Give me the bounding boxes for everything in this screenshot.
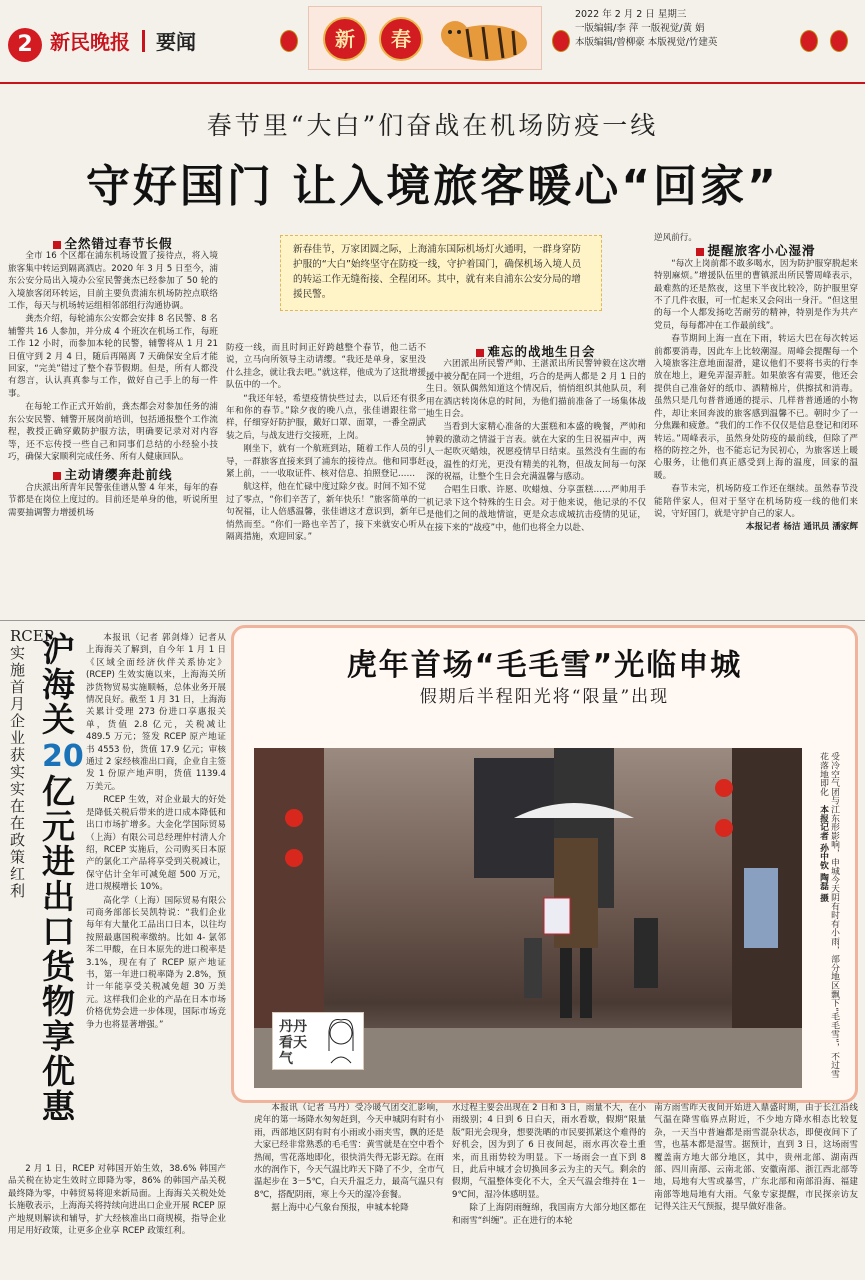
story-headline: 守好国门 让入境旅客暖心“回家” [85,161,780,212]
rcep-body-top [86,632,226,1032]
photo-credit: 本报记者 孙中钦 陶磊 摄 [818,804,828,903]
lantern-icon [830,30,848,52]
bullet-icon [696,248,704,256]
subhead-4: 提醒旅客小心湿滑 [707,243,816,259]
paragraph: 六团派出所民警严帅、王湛派出所民警钟毅在这次增援中被分配在同一个进组，巧合的是两人都是 2 月 1 日的生日。领队偶然知道这个情况后，悄悄组织其他队员，利用在酒店转岗休息的时间，为他们描前准备了一场集体战地生日会。 [426,359,646,420]
new-year-banner [308,6,542,70]
snow-column-1 [254,1102,444,1216]
weather-column-tag [272,1012,364,1070]
paragraph: 龚杰介绍，每轮浦东公安都会安排 8 名民警、8 名辅警共 16 人参加，并分成 4 个班次在机场工作，每班工作 12 小时，而参加本轮的民警，辅警将从 1 月 21 日值守到 2 月 4 日，随后再隔离 7 天确保安全后才能回家，“完美”错过了整个春节假期。但是，所有人都没有怨言，认认真真参与工作，做好自己手上的每一件事。 [8,314,218,399]
bullet-icon [53,472,61,480]
paragraph: 本报讯（记者 郭剑烽）记者从上海海关了解到，自今年 1 月 1 日《区域全面经济伙伴关系协定》(RCEP) 生效实施以来，上海海关所涉货物贸易实施顺畅，总体业务开展情况良好。截至 1 月 31 日，上海海关累计受理 273 份进口享惠报关单，货值 2.8 亿元，关税减让 489.5 万元；签发 RCEP 原产地证书 4553 份，货值 17.9 亿元；审核通过 2 家经核准出口商，企业自主签发 1 份原产地声明，货值 1139.4 万美元。 [86,633,226,792]
paragraph: 全市 16 个区都在浦东机场设置了接待点，将入境旅客集中转运到隔离酒店。2020 年 3 月 5 日至今，浦东公安分局出入境办公室民警龚杰已经参加了 50 轮的入境旅客闭环转运，目前主要负责浦东机场防控点联络工作，每天与机场转运组相邻部组行沟通协调。 [8,251,218,312]
paragraph: 除了上海阴雨缠绵，我国南方大部分地区都在和雨雪“纠缠”。正在进行的本轮 [452,1203,646,1226]
paragraph: 据上海中心气象台预报，申城本轮降 [271,1203,409,1214]
bullet-icon [53,241,61,249]
paragraph: 高化学（上海）国际贸易有限公司商务部部长吴凯特说：“我们企业每年有大量化工品出口日本，以往均按照最惠国税率缴纳。比如 4- 氯邻苯二甲酸，在日本原先的进口税率是 3.1%，现在有了 RCEP 原产地证书，第一年进口税率降为 2.8%，预计一年能享受关税减免超 30 万美元。这样我们企业的产品在日本市场价格优势会进一步体现，国际市场竞争力也将显著增强。” [86,895,226,1030]
newspaper-brand: 新民晚报 [50,30,130,54]
banner-char-xin: 新 [323,17,367,61]
rcep-headline-post: 亿元进出口货物享优惠 [42,772,75,1126]
lantern-icon [800,30,818,52]
issue-meta [575,8,717,50]
page-header [0,0,865,82]
editor-line-1: 一版编辑/李 萍 一版视觉/黄 娟 [575,23,705,34]
tiger-illustration-icon [437,13,537,65]
section-divider [0,620,865,621]
paragraph: 刚坐下，就有一个航班到站，随着工作人员的引导，一群旅客直接来到了浦东的接待点。他和同事赶紧上前，一一收取证件、核对信息、拍照登记…… [226,444,426,480]
rcep-headline-pre: 沪海关 [42,630,75,739]
byline: 本报记者 杨洁 通讯员 潘家辉 [745,522,858,533]
rcep-body-bottom [8,1163,226,1238]
photo-caption [805,752,839,1082]
paragraph: 在每轮工作正式开始前，龚杰都会对参加任务的浦东公安民警、辅警开展岗前培训，包括通报整个工作流程，教授正确穿戴防护服方法，明确要记录对对内容等，还不忘传授一些自己和同事们总结的小经验小技巧，确保大家顺利完成任务、所有人健康回队。 [8,402,218,462]
subhead-3: 难忘的战地生日会 [487,344,596,359]
paragraph: 南方雨雪昨天夜间开始进入鼎盛时期，由于长江沿线气温在降雪临界点附近，不少地方降水相态比较复杂，一天当中普遍都是雨雪混杂状态，即便夜间下了雪，也基本都是湿雪。据预计，直到 3 日，这场雨雪覆盖南方地大部分地区，其中，贵州北部、湖南西部、四川南部、云南北部、安徽南部、浙江西北部等地，局地有大雪或暴雪，广东北部和南部沿海、福建南部等地局地有大雨。气象专家提醒，市民探亲访友记得关注天气预报，提早做好准备。 [654,1103,858,1213]
story-lead: 新春佳节，万家团圆之际，上海浦东国际机场灯火通明，一群身穿防护服的“大白”始终坚守在防疫一线，守护着国门，确保机场入境人员的转运工作无缝衔接、全程闭环。其中，就有来自浦东公安分局的增援民警。 [280,235,602,311]
paragraph: “我还年轻，希望疫情快些过去，以后还有很多年和你的春节。”除夕夜的晚八点，张佳谱跟往常一样，仔细穿好防护服，戴好口罩、面罩，一番全副武装之后，与战友进行交接班，上岗。 [226,393,426,441]
lantern-icon [280,30,298,52]
story-kicker: 春节里“大白”们奋战在机场防疫一线 [206,111,659,140]
subhead-1: 全然错过春节长假 [64,236,173,251]
paragraph: 春节未完，机场防疫工作还在继续。虽然春节没能陪伴家人，但对于坚守在机场防疫一线的他们来说，守好国门，就是守护自己的家人。 [654,484,858,519]
paragraph: 防疫一线，而且时间正好跨越整个春节，他二话不说，立马向所领导主动请缨。“我还是单身，家里没什么挂念，就让我去吧。”就这样，他成为了这批增援队伍中的一个。 [226,343,426,391]
page-number: 2 [8,28,42,62]
paragraph: 水过程主要会出现在 2 日和 3 日，雨量不大，在小雨级别；4 日到 6 日白天，雨水看歇，假期“限量版”阳光会现身，想要洗晒的市民要抓紧这个难得的好机会，因为到了 6 日夜间起，雨水再次卷土重来，而且雨势较为明显。下一场雨会一直下到 8 日，此后申城才会切换回多云为主的天气。剩余的假期，气温整体变化不大，全天气温会维持在 1－9℃间，湿冷体感明显。 [452,1103,646,1200]
lantern-icon [552,30,570,52]
issue-date: 2022 年 2 月 2 日 星期三 [575,9,687,20]
story-column-4 [654,232,858,535]
paragraph: 2 月 1 日，RCEP 对韩国开始生效，38.6% 韩国产品关税在协定生效时立即降为零，86% 的韩国产品关税最终降为零，中韩贸易将迎来新局面。上海海关关税处处长施敬表示，上海海关将持续向进出口企业开展 RCEP 原产地规则解读和辅导，扩大经核准出口商规模，指导企业用足用好政策，让更多企业享 RCEP 政策红利。 [8,1164,226,1237]
paragraph: 春节期间上海一直在下雨，转运大巴在每次转运前都要消毒，因此车上比较潮湿。周峰会提醒每一个入境旅客注意地面湿滑，建议他们不要将书卖的行李放在地上，避免弄湿弄脏。如果旅客有需要，他还会提供自己准备好的纸巾、酒精棉片，供擦拭和消毒。虽然只是几句普普通通的提示、几样普普通通的小物件，却让来回奔波的旅客感到温馨不已。朝时少了一分焦躁和疲惫。“我们的工作不仅仅是信息登记和闭环转运。”周峰表示，虽然身处防疫的最前线，但除了严格的防控之外，也不能忘记为民初心，为旅客送上暖心服务，让他们真正感受到上海的温度，回家的温暖。 [654,334,858,481]
paragraph: 当看到大家精心准备的大蛋糕和本盛的晚餐，严帅和钟毅的激动之情溢于言表。就在大家的生日祝福声中，两人一起吹灭蜡烛，祝愿疫情早日结束。虽然没有生面的布设，温性的灯光，更没有精美的礼物，但战友间每一句深深的祝福，让整个生日会充满温馨与感动。 [426,422,646,483]
snow-column-2 [452,1102,646,1228]
paragraph: 本报讯（记者 马丹）受冷暖气团交汇影响，虎年的第一场降水匆匆赶到，今天申城阴有时有小雨，西部地区阴有时有小雨或小雨夹雪，飘的还是大家已经非常熟悉的毛毛雪：黄雪就是在空中看个热闹，雪花落地即化，很快消失得无影无踪。在雨水的润作下，今天气温比昨天下降了不少，全市气温起步在 3－5℃，白天升温乏力，最高气温只有 8℃，搭配阴雨，寒上今天的湿冷套餐。 [254,1103,444,1200]
caption-text: 受冷空气团与江东形影响，申城今天阴有时有小雨，部分地区飘下“毛毛雪”，不过雪花落地即化 [818,752,839,1078]
snow-subtitle: 假期后半程阳光将“限量”出现 [419,687,670,707]
section-name: 要闻 [156,30,196,54]
rcep-headline [42,632,82,1124]
story-column-2 [226,342,426,545]
story-column-3 [426,346,646,535]
header-rule [0,82,865,84]
section-divider [142,30,145,52]
rcep-kicker: RCEP实施首月 企业获实实在在政策红利 [10,627,54,900]
paragraph: 合唱生日歌、许愿、吹蜡烛、分享蛋糕……严帅用手机记录下这个特殊的生日会。对于他来说，他记录的不仅是他们之间的战地情谊，更是众志成城抗击疫情的见证，在接下来的“战疫”中，他们也将全力以赴、 [426,485,646,533]
subhead-2: 主动请缨奔赴前线 [64,467,173,483]
snow-headline: 虎年首场“毛毛雪”光临申城 [346,648,743,683]
rcep-headline-number: 20 [42,739,84,774]
banner-char-chun: 春 [379,17,423,61]
weather-tag-label: 丹丹看天气 [279,1019,307,1067]
editor-line-2: 本版编辑/曾柳豪 本版视觉/竹建英 [575,37,718,48]
snow-column-3 [654,1102,858,1215]
paragraph: 合庆派出所青年民警张佳谱从警 4 年来，每年的春节都是在岗位上度过的。目前还是单身的他，听说所里需要抽调警力增援机场 [8,482,218,518]
paragraph: 逆风前行。 [654,233,697,243]
story-column-1 [8,238,218,520]
bullet-icon [476,349,484,357]
paragraph: 航这样，他在忙碌中度过除夕夜。时间不知不觉过了零点，“你们辛苦了，新年快乐！”旅客简单的一句祝福，让人倍感温馨，张佳谱这才意识到，新年已悄然而至。“你们一路也辛苦了，接下来就安心听从隔离措施，欢迎回家。” [226,482,426,543]
reporter-portrait-icon [323,1017,359,1065]
paragraph: “每次上岗前都不敢多喝水，因为防护服穿脱起来特别麻烦。”增援队伍里的曹镇派出所民警周峰表示，最难熬的还是熬夜，这里下半夜比较冷，防护服里穿不了几件衣服，可一忙起来又会闷出一身汗。“但这里的每一个人都发扬吃苦耐劳的精神，特别是作为共产党员，每每都冲在工作最前线”。 [654,258,858,331]
paragraph: RCEP 生效，对企业最大的好处是降低关税后带来的进口成本降低和出口市场扩增多。大金化学国际贸易（上海）有限公司总经理仲村清人介绍，RCEP 实施后，公司购买日本原产的氯化工产品将享受到关税减让，保守估计全年可减免超 500 万元，进口规模增长 10%。 [86,795,226,893]
